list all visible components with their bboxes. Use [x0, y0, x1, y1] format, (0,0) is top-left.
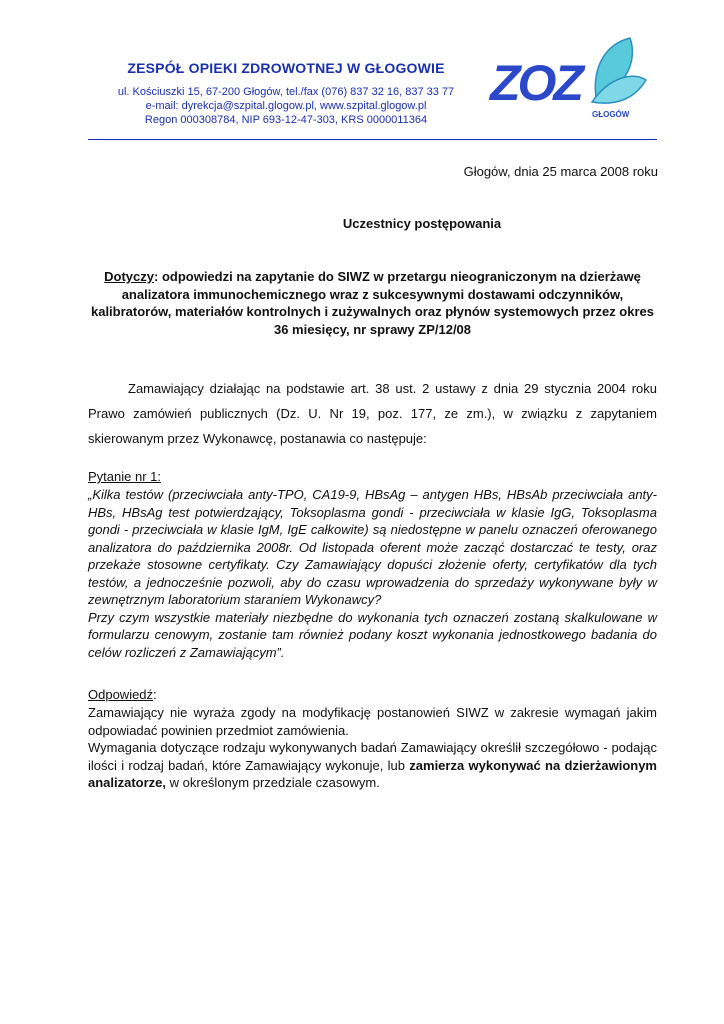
question-body: [88, 486, 657, 661]
answer-label-row: [88, 687, 157, 702]
answer-p2-start: Wymagania dotyczące rodzaju wykonywanych badań Zamawiający określił szczegółowo - podając ilości i rodzaj badań, które Zamawiający wykonuje, lub: [88, 740, 657, 773]
answer-p2-end: w określonym przedziale czasowym.: [166, 775, 380, 790]
registry-line: Regon 000308784, NIP 693-12-47-303, KRS 0000011364: [144, 114, 428, 126]
header-divider: [88, 139, 657, 140]
organization-name: ZESPÓŁ OPIEKI ZDROWOTNEJ W GŁOGOWIE: [127, 60, 445, 76]
answer-colon: :: [153, 687, 157, 702]
answer-label: Odpowiedź: [88, 687, 154, 702]
question-paragraph-2: Przy czym wszystkie materiały niezbędne do wykonania tych oznaczeń zostaną skalkulowane w formularzu cenowym, zostanie tam również podany koszt wykonania jednostkowego badania do celów rozliczeń z Zamawiającym”.: [88, 609, 657, 660]
answer-p2-bold: zamierza wykonywać na dzierżawionym analizatorze,: [88, 757, 657, 790]
subject-text: : odpowiedzi na zapytanie do SIWZ w przetargu nieograniczonym na dzierżawę analizatora immunochemicznego wraz z sukcesywnymi dostawami odczynników, kalibratorów, materiałów kontrolnych i zużywalnych oraz płynów systemowych przez okres 36 miesięcy, nr sprawy ZP/12/08: [90, 269, 654, 337]
intro-paragraph: Zamawiający działając na podstawie art. 38 ust. 2 ustawy z dnia 29 stycznia 2004 roku Prawo zamówień publicznych (Dz. U. Nr 19, poz. 177, ze zm.), w związku z zapytaniem skierowanym przez Wykonawcę, postanawia co następuje:: [88, 381, 657, 446]
answer-body: [88, 704, 657, 792]
email-line: e-mail: dyrekcja@szpital.glogow.pl, www.szpital.glogow.pl: [145, 100, 427, 112]
zoz-logo: [488, 36, 648, 122]
letter-date: Głogów, dnia 25 marca 2008 roku: [463, 164, 658, 179]
question-label: Pytanie nr 1:: [88, 469, 161, 484]
logo-city: GŁOGÓW: [592, 110, 630, 119]
answer-paragraph-2: [88, 739, 657, 792]
question-paragraph-1: „Kilka testów (przeciwciała anty-TPO, CA19-9, HBsAg – antygen HBs, HBsAb przeciwciała anty-HBs, HBsAg test potwierdzający, Toksoplasma gondi - przeciwciała w klasie IgG, Toksoplasma gondi - przeciwciała w klasie IgM, IgE całkowite) są niedostępne w panelu oznaczeń oferowanego analizatora do października 2008r. Od listopada oferent może zacząć dostarczać te testy, oraz przekaże stosowne certyfikaty. Czy Zamawiający dopuści złożenie oferty, certyfikatów dla tych testów, a jednocześnie pozwoli, aby do czasu wprowadzenia do sprzedaży wykonywane były w zewnętrznym laboratorium staraniem Wykonawcy?: [88, 487, 657, 607]
answer-paragraph-1: Zamawiający nie wyraża zgody na modyfikację postanowień SIWZ w zakresie wymagań jakim odpowiadać powinien przedmiot zamówienia.: [88, 705, 657, 738]
subject-label: Dotyczy: [104, 269, 154, 284]
logo-text: ZOZ: [490, 55, 581, 111]
letterhead: [86, 60, 486, 127]
address-line: ul. Kościuszki 15, 67-200 Głogów, tel./fax (076) 837 32 16, 837 33 77: [117, 86, 455, 98]
subject-block: [88, 268, 657, 338]
recipients-heading: Uczestnicy postępowania: [342, 216, 502, 231]
